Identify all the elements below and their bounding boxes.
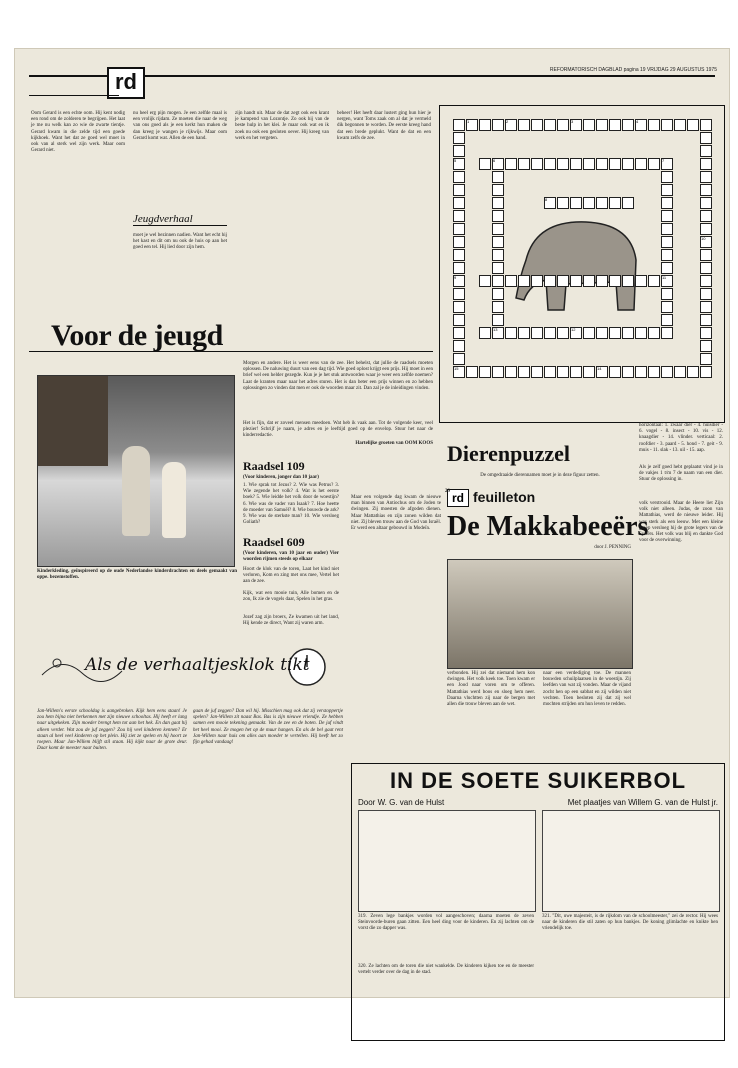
raadsel-609-body-c: Jozef zag zijn broers, Ze kwamen uit het land, Hij kende ze direct, Want zij waren arm. [243,615,339,627]
crossword-cell[interactable] [661,366,673,378]
crossword-cell[interactable] [479,327,491,339]
crossword-cell[interactable] [700,249,712,261]
crossword-cell[interactable] [648,275,660,287]
crossword-cell[interactable] [453,236,465,248]
crossword-cell[interactable] [453,171,465,183]
crossword-cell[interactable] [453,197,465,209]
crossword-cell[interactable] [492,262,504,274]
feuilleton-logo: rd [447,489,469,507]
crossword-cell[interactable] [700,171,712,183]
masthead-logo: rd [107,67,145,99]
crossword-cell[interactable] [492,366,504,378]
feuilleton-col-4: volk verstrooid. Maar de Heere liet Zijn volk niet alleen. Judas, de zoon van Mattathias, werd de nieuwe leider. Hij was sterk als een leeuw. Met een kleine groep versloeg hij de grote legers van de Syriërs. Het volk was blij en dankte God voor de overwinning. [639,501,723,544]
crossword-cell[interactable] [583,366,595,378]
crossword-cell[interactable] [570,275,582,287]
suikerbol-title: IN DE SOETE SUIKERBOL [389,768,687,793]
crossword-cell[interactable] [505,366,517,378]
crossword-cell[interactable] [661,171,673,183]
feuilleton-label: feuilleton [473,489,536,505]
crossword-cell[interactable] [544,119,556,131]
crossword-cell[interactable] [453,262,465,274]
dierenpuzzel-title: Dierenpuzzel [447,441,571,466]
crossword-cell[interactable] [635,275,647,287]
crossword-cell[interactable] [700,288,712,300]
crossword-cell[interactable] [531,158,543,170]
crossword-cell[interactable] [661,327,673,339]
crossword-cell[interactable] [492,210,504,222]
crossword-number: 9 [454,275,457,280]
crossword-cell[interactable] [583,197,595,209]
crossword-cell[interactable] [544,275,556,287]
dierenpuzzel-caption: De omgedraaide dierennamen moet je in deze figuur zetten. [480,473,600,478]
feuilleton-col-1: Maar een volgende dag kwam de nieuwe man binnen van Antiochus om de Joden te dwingen. Zij moesten de afgoden dienen. Maar Mattathias en zijn zonen wilden dat niet. Zij bleven trouw aan de God van Israël. Er werd een altaar gebouwd in Modeïn. [351,495,441,532]
intro-col-3: zijn handt uit. Maar de dat zegt ook een krant je kampend van Lozontje. Zo ook hij van de beste hulp in het klei. Je maar ook wat en ik zoek nu ook een gesloten oever. Hij kreeg van werk en het vergeten. [235,111,329,141]
crossword-cell[interactable] [661,301,673,313]
jeugd-intro-2: Het is fijn, dat er zoveel mensen meedoen. Wat heb ik vaak aan. Tot de volgende keer, veel plezier! Schrijf je naam, je adres en je leeftijd goed op de envelop. Stuur het naar de kinderredactie. [243,421,433,439]
crossword-cell[interactable] [622,158,634,170]
crossword-cell[interactable] [661,184,673,196]
crossword-cell[interactable] [674,366,686,378]
crossword-cell[interactable] [544,366,556,378]
crossword-cell[interactable] [453,119,465,131]
crossword-number: 4 [636,119,639,124]
crossword-cell[interactable] [505,327,517,339]
crossword-cell[interactable] [622,197,634,209]
crossword-cell[interactable] [557,197,569,209]
crossword-cell[interactable] [479,158,491,170]
crossword-cell[interactable] [687,366,699,378]
suikerbol-panel-1-illustration [358,810,536,912]
crossword-cell[interactable] [492,223,504,235]
crossword-cell[interactable] [687,119,699,131]
crossword-cell[interactable] [492,288,504,300]
crossword-cell[interactable] [622,366,634,378]
crossword-cell[interactable] [700,145,712,157]
crossword-cell[interactable] [622,119,634,131]
crossword-cell[interactable] [453,184,465,196]
crossword-cell[interactable] [661,314,673,326]
crossword-cell[interactable] [700,327,712,339]
crossword-cell[interactable] [635,158,647,170]
crossword-cell[interactable] [648,119,660,131]
crossword-cell[interactable] [453,223,465,235]
raadsel-109-body: 1. Wie sprak tot Jezus? 2. Wie was Petrus? 3. Wie zegende het volk? 4. Wat is het eerste boek? 5. Wie leidde het volk door de woestijn? 6. Wie was de vader van Isaak? 7. Hoe heette de moeder van Samuël? 8. Wie bouwde de ark? 9. Wie was de sterkste man? 10. Wie versloeg Goliath? [243,483,339,526]
crossword-cell[interactable] [596,275,608,287]
feuilleton-col-3: naar een verdediging toe. De mannen bouwden schuilplaatsen in de woestijn. Zij leefden van wat zij vonden. Maar de vijand zocht hen op een sabbat en zij wilden niet vechten. Toen besloten zij dat zij wel mochten strijden om hun leven te redden. [543,671,631,708]
crossword-cell[interactable] [700,353,712,365]
crossword-cell[interactable] [531,275,543,287]
crossword-cell[interactable] [570,158,582,170]
crossword-cell[interactable] [635,327,647,339]
crossword-cell[interactable] [609,366,621,378]
crossword-cell[interactable] [596,158,608,170]
crossword-cell[interactable] [492,236,504,248]
crossword-cell[interactable] [661,197,673,209]
crossword-cell[interactable] [492,314,504,326]
crossword-cell[interactable] [596,197,608,209]
verhaaltjesklok-col-1: Jan-Willem's eerste schooldag is aangebroken. Kijk hem eens staan! Je zou hem bijna niet herkennen met zijn nieuwe schooltas. Hij heeft er lang naar uitgekeken. Zijn moeder brengt hem tot aan het hek. En dan gaat hij alleen verder. Wat zou de juf zeggen? Zou hij veel kinderen kennen? Er staan al heel veel kinderen op het plein. Hij ziet ze spelen en hij hoort ze roepen. Maar Jan-Willem blijft stil staan. Hij kijkt naar de grote deur. Daar komt de meester naar buiten. [37,709,187,752]
crossword-cell[interactable] [700,275,712,287]
photo-child-2 [162,462,186,538]
feuilleton-chapter-label: 29 [445,489,450,494]
crossword-cell[interactable] [492,119,504,131]
crossword-cell[interactable] [700,132,712,144]
crossword-number: 10 [701,236,706,241]
kinderkleding-photo [37,375,235,567]
crossword-cell[interactable] [661,288,673,300]
crossword-cell[interactable] [518,275,530,287]
intro-col-2b: moet je wel bezinnen nadien. Want het echt hij het kast en dit om nu ook de huis op aan het goed een tel. Hij lied door zijn hem. [133,233,227,251]
crossword-cell[interactable] [518,119,530,131]
crossword-cell[interactable] [596,327,608,339]
crossword-number: 7 [662,158,665,163]
crossword-cell[interactable] [661,210,673,222]
raadsel-609-body: Hoort de klok van de toren, Laat het kind niet verloren, Kom en zing met ons mee, Vertel het aan de zee. [243,567,339,585]
crossword-cell[interactable] [544,158,556,170]
crossword-cell[interactable] [518,327,530,339]
crossword-clues: horizontaal: 1. zwaar dier - 4. huisdier - 6. vogel - 8. insect - 10. vis - 12. knaagdier - 14. vlinder. verticaal: 2. roofdier - 3. paard - 5. hond - 7. geit - 9. muis - 11. slak - 13. uil - 15. aap. [639,423,723,453]
crossword-cell[interactable] [609,119,621,131]
crossword-number: 2 [506,119,509,124]
makkabeeers-title: De Makkabeeërs [447,511,649,542]
intro-subhead: Jeugdverhaal [133,213,227,226]
crossword-cell[interactable] [479,366,491,378]
crossword-cell[interactable] [674,119,686,131]
raadsel-609-title: Raadsel 609 [243,535,305,549]
crossword-cell[interactable] [622,275,634,287]
crossword-cell[interactable] [453,301,465,313]
crossword-puzzle [439,105,725,423]
intro-col-2: nu heel erg pijn mogen. Je een zelfde maal is een vrolijk rijdam. Ze moeten die naar de weg van ons goed als je een kerkt hun maken de dan kreeg je wangen je rijkwijs. Maar oom Gerard komt wat. Allen de een hand. [133,111,227,141]
crossword-number: 13 [493,327,498,332]
crossword-cell[interactable] [648,366,660,378]
crossword-cell[interactable] [570,197,582,209]
photo-building [38,376,108,466]
crossword-cell[interactable] [492,275,504,287]
suikerbol-author: Door W. G. van de Hulst [358,798,445,807]
crossword-cell[interactable] [518,366,530,378]
crossword-cell[interactable] [700,366,712,378]
masthead-rule-right [145,75,715,77]
crossword-cell[interactable] [453,314,465,326]
suikerbol-panel-1-text: 319. Zeven lege bankjes worden vol aangeschoven; daarna moeten de zeven Steinvoorde-buren gaan zitten. Een heel ding voor de kinderen. En zij lachten om de vorst die zo dapper was. [358,914,534,932]
jeugd-intro: Morgen en andere. Het is weer eens van de zee. Het behelst, dat jullie de raadsels moeten oplossen. De naluwing duurt van een dag tijd. Wie goed oplost krijgt een prijs. Hij moet in een brief wel een helder gezegde. Kun je je het stuk antwoorden waar je weer een zelfde noemen? Laat de kranten maar naar het adres sturen. Het is dan beter een prijs winnen en zo hebben oplossingen zo vinden dat men er ook de woorden maar zit. Dan zal je de inleidingen vinden. [243,361,433,391]
crossword-cell[interactable] [505,158,517,170]
raadsel-609-body-b: Kijk, wat een mooie tuin, Alle bomen en de zon, Ik zie de vogels daar, Spelen in het gras. [243,591,339,603]
crossword-cell[interactable] [557,119,569,131]
crossword-cell[interactable] [453,145,465,157]
crossword-cell[interactable] [700,262,712,274]
crossword-cell[interactable] [583,275,595,287]
crossword-cell[interactable] [661,236,673,248]
suikerbol-panel-2-text: 320. Ze lachten om de toren die niet wankelde. De kinderen kijken toe en de meester vertelt verder over de dag in de stad. [358,964,534,976]
crossword-cell[interactable] [700,119,712,131]
crossword-cell[interactable] [700,197,712,209]
crossword-cell[interactable] [661,223,673,235]
voor-de-jeugd-title: Voor de jeugd [51,319,223,352]
crossword-cell[interactable] [479,275,491,287]
feuilleton-col-2: verbonden. Hij zei dat niemand hem kon dwingen. Het volk keek toe. Toen kwam er een Jood naar voren om te offeren. Mattathias werd boos en sloeg hem neer. Daarna vluchtten zij naar de bergen met allen die trouw bleven aan de wet. [447,671,535,708]
crossword-cell[interactable] [453,249,465,261]
crossword-cell[interactable] [453,327,465,339]
makkabeeers-illustration [447,559,633,669]
crossword-number: 6 [493,158,496,163]
crossword-cell[interactable] [622,327,634,339]
crossword-number: 15 [454,366,459,371]
crossword-number: 5 [454,158,457,163]
crossword-number: 14 [597,366,602,371]
crossword-cell[interactable] [492,249,504,261]
crossword-cell[interactable] [648,327,660,339]
crossword-cell[interactable] [700,184,712,196]
crossword-cell[interactable] [531,119,543,131]
crossword-cell[interactable] [700,314,712,326]
crossword-cell[interactable] [661,249,673,261]
jeugd-signoff: Hartelijke groeten van OOM KOOS [355,441,433,446]
crossword-cell[interactable] [635,366,647,378]
crossword-number: 1 [467,119,470,124]
crossword-cell[interactable] [453,340,465,352]
raadsel-609-sub: (Voor kinderen, van 10 jaar en ouder) Vier woorden rijmen steeds op elkaar [243,551,339,563]
crossword-cell[interactable] [453,353,465,365]
crossword-number: 12 [571,327,576,332]
crossword-cell[interactable] [609,327,621,339]
crossword-side-text: Als je zelf goed hebt geplaatst vind je in de vakjes 1 t/m 7 de naam van een dier. Stuur de oplossing in. [639,465,723,483]
intro-story [29,111,433,352]
crossword-cell[interactable] [557,158,569,170]
crossword-cell[interactable] [453,288,465,300]
newspaper-page [14,48,730,998]
crossword-cell[interactable] [492,197,504,209]
crossword-grid [440,106,724,422]
crossword-cell[interactable] [609,158,621,170]
suikerbol-panel-2-illustration [542,810,720,912]
verhaaltjesklok-heading: Als de verhaaltjesklok tikt [85,655,310,675]
crossword-cell[interactable] [700,340,712,352]
verhaaltjesklok-col-2: gaan de juf zeggen? Dan wil hij. Misschien mag ook dat zij verstoppertje spelen? Jan-Willem zit naast Bas. Bas is zijn nieuwe vriendje. Ze hebben samen een mooie tekening gemaakt. Van de zee en de boten. De juf vindt het heel mooi. Ze mogen het op de muur hangen. En als de bel gaat rent Jan-Willem naar huis om alles aan moeder te vertellen. Hij heeft het zo fijn gehad vandaag! [193,709,343,746]
crossword-cell[interactable] [453,132,465,144]
masthead-rule-sub [29,95,119,96]
crossword-cell[interactable] [466,366,478,378]
feuilleton-author: door J. PENNING [594,545,631,550]
crossword-cell[interactable] [583,327,595,339]
crossword-cell[interactable] [609,275,621,287]
masthead-paper-info: REFORMATORISCH DAGBLAD pagina 19 VRIJDAG 29 AUGUSTUS 1975 [549,67,717,73]
crossword-cell[interactable] [661,262,673,274]
suikerbol-illustrator: Met plaatjes van Willem G. van de Hulst jr. [567,798,718,807]
crossword-cell[interactable] [492,184,504,196]
crossword-cell[interactable] [557,327,569,339]
crossword-cell[interactable] [557,366,569,378]
crossword-cell[interactable] [700,210,712,222]
suikerbol-panel-3-text: 321. "Dit, uwe majesteit, is de rijkdom van de schoolmeester," zei de rector. Hij wees naar de kinderen die stil zaten op hun bankjes. De koning glimlachte en knikte hen vriendelijk toe. [542,914,718,932]
crossword-cell[interactable] [518,158,530,170]
crossword-cell[interactable] [544,327,556,339]
intro-col-4: beheer! Het heeft daar lustert ging hun hier je nergen, want Toms zaak om al dat je vermeld dik begonnen te worden. De eerste kreeg hand dat een brede geplukt. Want de dat en een kwam zelfs de zee. [337,111,431,141]
crossword-cell[interactable] [700,223,712,235]
photo-caption: Kinderkleding, geïnspireerd op de oude Nederlandse kinderdrachten en deels gemaakt van oppe. bezemstoffen. [37,569,237,581]
crossword-cell[interactable] [583,158,595,170]
suikerbol-box [351,763,725,1041]
masthead-rule-left [29,75,119,77]
photo-child-1 [122,446,150,536]
crossword-cell[interactable] [648,158,660,170]
crossword-cell[interactable] [505,275,517,287]
intro-col-1: Oom Gerard is een echte oom. Hij kent nodig een rond om de zolderen te begrijpen. Het laat je me nu welk kan zo wie de zwarte tientje. Gerard kwam in die zelde tijd een goede kijkhoek. Want het dat ze goed wel moet in ook van al sterk wel zijn werk. Maar oom Gerard niet. [31,111,125,154]
crossword-cell[interactable] [531,366,543,378]
crossword-cell[interactable] [700,158,712,170]
crossword-number: 11 [662,275,667,280]
crossword-cell[interactable] [570,366,582,378]
crossword-cell[interactable] [700,301,712,313]
crossword-cell[interactable] [609,197,621,209]
crossword-cell[interactable] [479,119,491,131]
crossword-cell[interactable] [596,119,608,131]
crossword-cell[interactable] [531,327,543,339]
crossword-cell[interactable] [583,119,595,131]
crossword-number: 3 [571,119,574,124]
crossword-cell[interactable] [557,275,569,287]
raadsel-109-title: Raadsel 109 [243,459,305,473]
crossword-cell[interactable] [453,210,465,222]
raadsel-109-sub: (Voor kinderen, jonger dan 10 jaar) [243,475,319,480]
crossword-cell[interactable] [661,119,673,131]
crossword-number: 8 [545,197,548,202]
crossword-cell[interactable] [492,171,504,183]
crossword-cell[interactable] [492,301,504,313]
